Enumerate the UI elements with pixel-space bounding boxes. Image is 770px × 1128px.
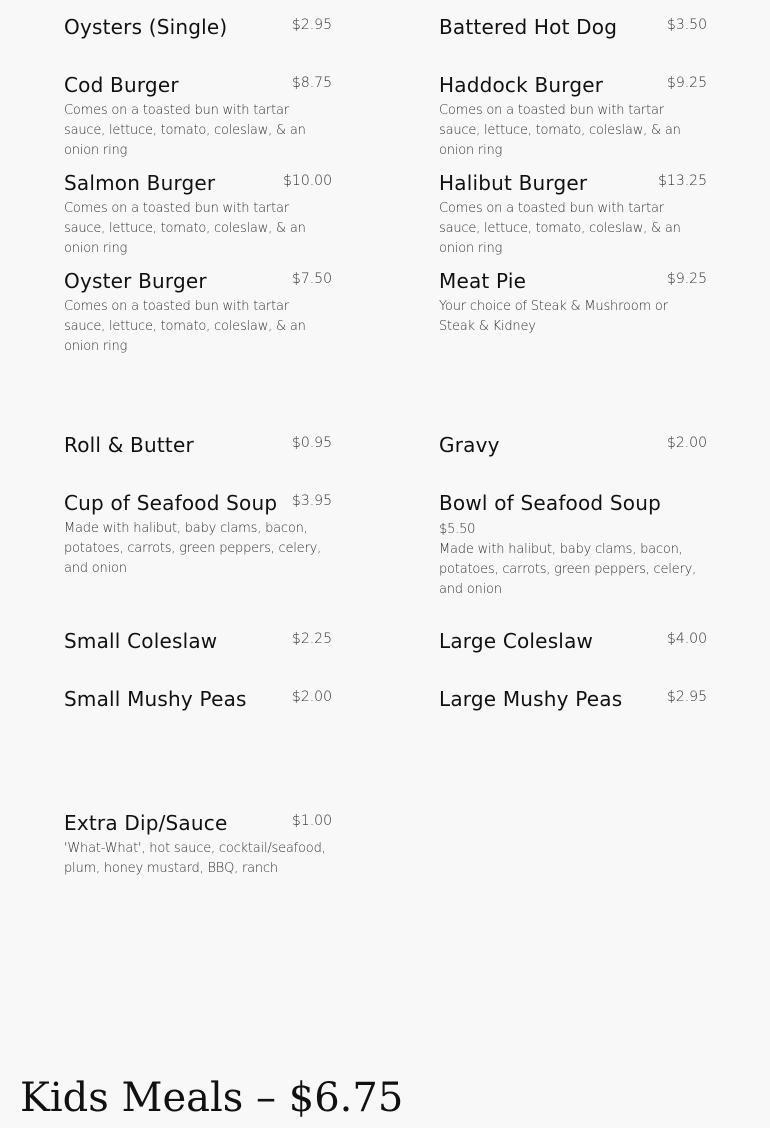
menu-item [64,12,332,42]
item-name: Haddock Burger [439,73,604,97]
item-name: Large Mushy Peas [439,687,623,711]
menu-item [439,266,707,337]
item-price: $9.25 [666,271,707,287]
item-price: $4.00 [666,631,707,647]
menu-item [439,430,707,460]
menu-item [439,168,707,259]
item-description: Comes on a toasted bun with tartar sauce, lettuce, tomato, coleslaw, & an onion ring [439,103,681,158]
item-price: $13.25 [658,173,707,189]
item-price: $0.95 [291,435,332,451]
item-price: $5.50 [439,522,476,537]
menu-item [439,626,707,656]
item-description: Comes on a toasted bun with tartar sauce, lettuce, tomato, coleslaw, & an onion ring [64,201,306,256]
item-price: $3.95 [291,493,332,509]
item-price: $1.00 [291,813,332,829]
item-price: $2.95 [666,689,707,705]
menu-item [64,488,332,579]
item-description: Comes on a toasted bun with tartar sauce, lettuce, tomato, coleslaw, & an onion ring [439,201,681,256]
item-name: Oysters (Single) [64,15,228,39]
item-name: Extra Dip/Sauce [64,811,228,835]
menu-item [64,626,332,656]
item-price: $9.25 [666,75,707,91]
item-price: $7.50 [291,271,332,287]
item-name: Battered Hot Dog [439,15,618,39]
item-name: Halibut Burger [439,171,588,195]
item-description: Made with halibut, baby clams, bacon, potatoes, carrots, green peppers, celery, and onion [439,542,697,597]
item-price: $2.95 [291,17,332,33]
item-price: $2.00 [291,689,332,705]
menu-item [439,488,707,600]
item-price: $10.00 [283,173,332,189]
item-price: $2.25 [291,631,332,647]
item-name: Cod Burger [64,73,179,97]
menu-item [439,12,707,42]
item-name: Small Mushy Peas [64,687,247,711]
item-price: $8.75 [291,75,332,91]
item-name: Roll & Butter [64,433,194,457]
item-description: 'What-What', hot sauce, cocktail/seafood, plum, honey mustard, BBQ, ranch [64,841,326,876]
menu-item [64,808,332,879]
item-description: Made with halibut, baby clams, bacon, potatoes, carrots, green peppers, celery, and onion [64,521,322,576]
item-description: Your choice of Steak & Mushroom or Steak & Kidney [439,299,668,334]
item-name: Bowl of Seafood Soup [439,491,661,515]
menu-item [64,684,332,714]
menu-item [64,430,332,460]
menu-item [64,70,332,161]
menu-item [64,266,332,357]
menu-item [439,70,707,161]
item-name: Small Coleslaw [64,629,218,653]
menu-item [439,684,707,714]
item-price: $3.50 [666,17,707,33]
kids-meals-heading: Kids Meals – $6.75 [20,1075,404,1121]
item-name: Oyster Burger [64,269,207,293]
item-name: Large Coleslaw [439,629,594,653]
item-description: Comes on a toasted bun with tartar sauce, lettuce, tomato, coleslaw, & an onion ring [64,299,306,354]
item-name: Salmon Burger [64,171,216,195]
item-description: Comes on a toasted bun with tartar sauce, lettuce, tomato, coleslaw, & an onion ring [64,103,306,158]
item-name: Cup of Seafood Soup [64,491,278,515]
menu-item [64,168,332,259]
item-name: Meat Pie [439,269,527,293]
item-name: Gravy [439,433,500,457]
item-price: $2.00 [666,435,707,451]
